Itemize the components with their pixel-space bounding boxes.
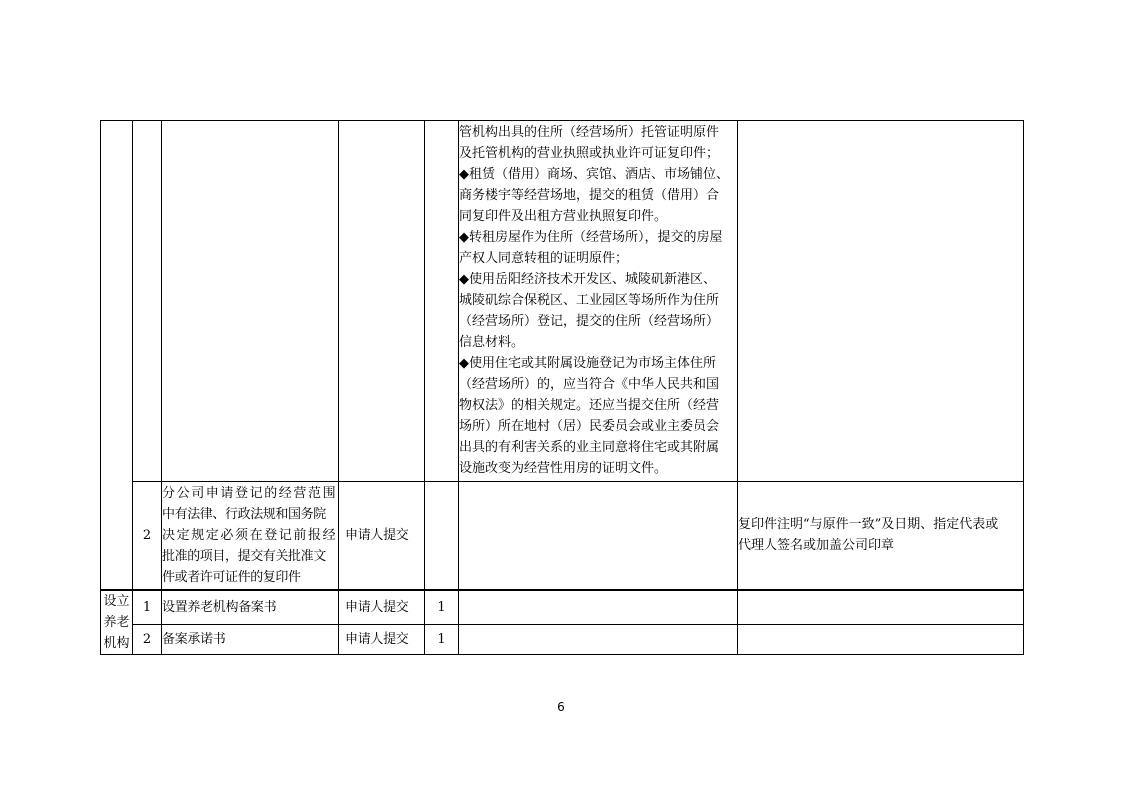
category-line: 机构: [103, 635, 130, 651]
spec-line: ◆转租房屋作为住所（经营场所），提交的房屋: [459, 230, 723, 245]
index-cell: 2: [133, 482, 162, 590]
table-row: [101, 482, 1024, 590]
spec-line: ◆使用岳阳经济技术开发区、城陵矶新港区、: [459, 272, 716, 287]
note-cell: [738, 482, 1024, 590]
spec-line: 管机构出具的住所（经营场所）托管证明原件: [459, 125, 720, 140]
copies-cell: 1: [425, 590, 459, 625]
index-cell: 2: [133, 625, 162, 655]
category-line: 设立: [103, 593, 130, 609]
table-row: [101, 590, 1024, 625]
index-cell: 1: [133, 590, 162, 625]
spec-line: 场所）所在地村（居）民委员会或业主委员会: [459, 419, 720, 434]
category-line: 养老: [103, 614, 130, 630]
material-cell: [162, 121, 339, 482]
materials-table: [100, 120, 1024, 655]
spec-line: 出具的有利害关系的业主同意将住宅或其附属: [459, 440, 720, 455]
table-row: [101, 625, 1024, 655]
note-cell: [738, 121, 1024, 482]
category-cell: [101, 121, 133, 590]
spec-line: （经营场所）登记，提交的住所（经营场所）: [459, 314, 720, 329]
spec-line: 物权法》的相关规定。还应当提交住所（经营: [459, 398, 720, 413]
spec-line: 信息材料。: [459, 335, 525, 350]
material-cell: 备案承诺书: [162, 625, 339, 655]
spec-line: ◆使用住宅或其附属设施登记为市场主体住所: [459, 356, 716, 371]
copies-cell: 1: [425, 625, 459, 655]
page-number: 6: [557, 700, 565, 714]
material-cell: [162, 482, 339, 590]
spec-line: 产权人同意转租的证明原件；: [459, 251, 629, 266]
note-line: 复印件注明“与原件一致”及日期、指定代表或: [738, 517, 999, 533]
material-line: 中有法律、行政法规和国务院: [162, 506, 326, 522]
copies-cell: [425, 482, 459, 590]
spec-line: （经营场所）的，应当符合《中华人民共和国: [459, 377, 720, 392]
source-cell: 申请人提交: [339, 482, 425, 590]
spec-cell: [459, 590, 738, 625]
source-cell: 申请人提交: [339, 625, 425, 655]
spec-line: 及托管机构的营业执照或执业许可证复印件；: [459, 146, 720, 161]
copies-cell: [425, 121, 459, 482]
table-row: [101, 121, 1024, 482]
material-line: 批准的项目，提交有关批准文: [162, 548, 326, 564]
spec-line: ◆租赁（借用）商场、宾馆、酒店、市场铺位、: [459, 167, 729, 182]
material-line: 件或者许可证件的复印件: [162, 569, 301, 585]
index-cell: [133, 121, 162, 482]
material-line: 决定规定必须在登记前报经: [162, 527, 338, 543]
source-cell: [339, 121, 425, 482]
spec-line: 城陵矶综合保税区、工业园区等场所作为住所: [459, 293, 720, 308]
spec-cell: [459, 121, 738, 482]
spec-cell: [459, 482, 738, 590]
source-cell: 申请人提交: [339, 590, 425, 625]
note-line: 代理人签名或加盖公司印章: [738, 538, 895, 554]
material-line: 分公司申请登记的经营范围: [162, 485, 338, 501]
spec-line: 设施改变为经营性用房的证明文件。: [459, 461, 668, 476]
material-cell: 设置养老机构备案书: [162, 590, 339, 625]
spec-line: 同复印件及出租方营业执照复印件。: [459, 209, 668, 224]
spec-line: 商务楼宇等经营场地，提交的租赁（借用）合: [459, 188, 720, 203]
note-cell: [738, 625, 1024, 655]
spec-cell: [459, 625, 738, 655]
category-cell: [101, 590, 133, 655]
note-cell: [738, 590, 1024, 625]
